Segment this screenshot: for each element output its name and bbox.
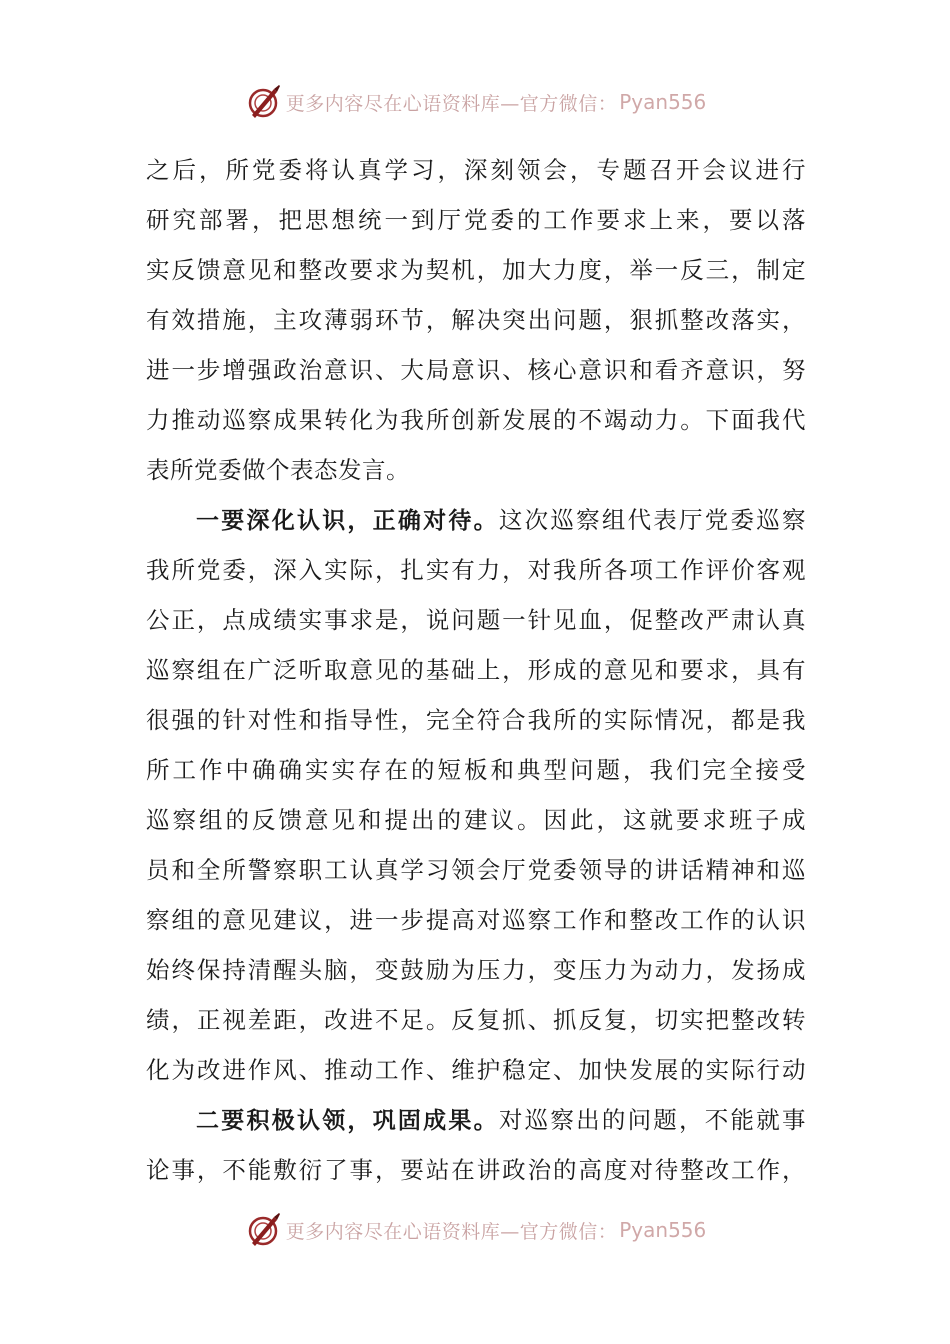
header-banner xyxy=(0,82,950,122)
text-line: 之后，所党委将认真学习，深刻领会，专题召开会议进行 xyxy=(146,156,806,184)
header-banner-inner xyxy=(244,83,707,121)
text-line: 我所党委，深入实际，扎实有力，对我所各项工作评价客观 xyxy=(146,556,806,584)
text-line: 研究部署，把思想统一到厅党委的工作要求上来，要以落 xyxy=(146,206,806,234)
text-line: 所工作中确确实实存在的短板和典型问题，我们完全接受 xyxy=(146,756,806,784)
footer-banner-inner xyxy=(244,1211,707,1249)
document-body xyxy=(146,145,806,1195)
text-line: 绩，正视差距，改进不足。反复抓、抓反复，切实把整改转 xyxy=(146,1006,806,1034)
text-line: 员和全所警察职工认真学习领会厅党委领导的讲话精神和巡 xyxy=(146,856,806,884)
footer-banner xyxy=(0,1210,950,1250)
paragraph-3 xyxy=(146,1095,806,1195)
paragraph-2-heading: 一要深化认识，正确对待。 xyxy=(196,508,499,534)
paragraph-1 xyxy=(146,145,806,495)
paragraph-2-first-text: 这次巡察组代表厅党委巡察 xyxy=(498,506,807,534)
text-line: 公正，点成绩实事求是，说问题一针见血，促整改严肃认真 xyxy=(146,606,806,634)
header-banner-wechat-id: Pyan556 xyxy=(619,90,707,114)
text-line: 有效措施，主攻薄弱环节，解决突出问题，狠抓整改落实， xyxy=(146,306,806,334)
paragraph-3-first-text: 对巡察出的问题，不能就事 xyxy=(498,1106,807,1134)
paragraph-2 xyxy=(146,495,806,1095)
text-line: 论事，不能敷衍了事，要站在讲政治的高度对待整改工作， xyxy=(146,1156,806,1184)
text-line: 巡察组的反馈意见和提出的建议。因此，这就要求班子成 xyxy=(146,806,806,834)
text-line: 巡察组在广泛听取意见的基础上，形成的意见和要求，具有 xyxy=(146,656,806,684)
paragraph-3-heading: 二要积极认领，巩固成果。 xyxy=(196,1108,499,1134)
text-line: 进一步增强政治意识、大局意识、核心意识和看齐意识，努 xyxy=(146,356,806,384)
text-line-lead xyxy=(146,495,806,545)
text-line: 始终保持清醒头脑，变鼓励为压力，变压力为动力，发扬成 xyxy=(146,956,806,984)
header-banner-text: 更多内容尽在心语资料库—官方微信： xyxy=(285,92,618,115)
text-line: 实反馈意见和整改要求为契机，加大力度，举一反三，制定 xyxy=(146,256,806,284)
text-line: 表所党委做个表态发言。 xyxy=(146,456,410,484)
footer-banner-wechat-id: Pyan556 xyxy=(619,1218,707,1242)
text-line: 力推动巡察成果转化为我所创新发展的不竭动力。下面我代 xyxy=(146,406,806,434)
pen-logo-icon xyxy=(244,1211,282,1249)
pen-logo-icon xyxy=(244,83,282,121)
text-line: 化为改进作风、推动工作、维护稳定、加快发展的实际行动 xyxy=(146,1056,806,1084)
text-line: 察组的意见建议，进一步提高对巡察工作和整改工作的认识 xyxy=(146,906,806,934)
footer-banner-text: 更多内容尽在心语资料库—官方微信： xyxy=(285,1220,618,1243)
text-line: 很强的针对性和指导性，完全符合我所的实际情况，都是我 xyxy=(146,706,806,734)
text-line-lead xyxy=(146,1095,806,1145)
